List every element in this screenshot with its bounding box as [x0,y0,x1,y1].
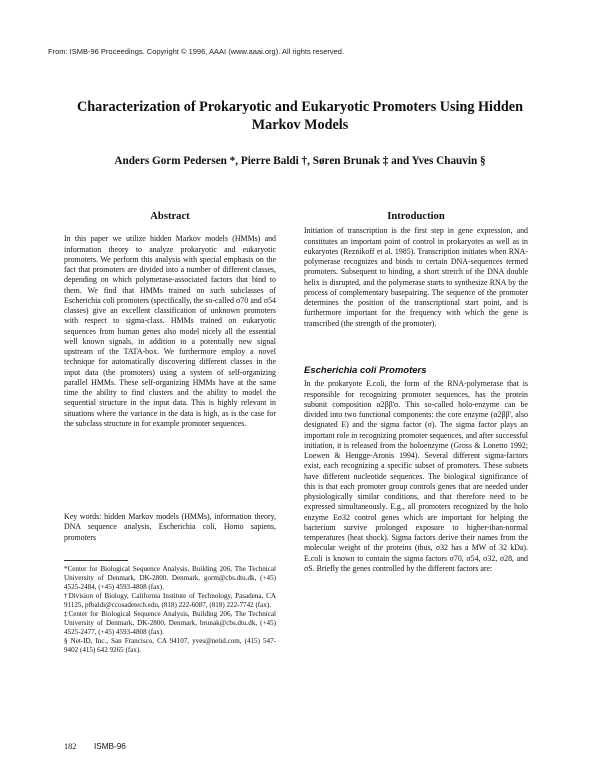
footnotes [64,565,276,655]
abstract-section [64,212,276,429]
page-number: 182 [64,742,77,751]
conference-label: ISMB-96 [94,742,126,751]
abstract-text: In this paper we utilize hidden Markov models (HMMs) and information theory to analyze prokaryotic and eukaryotic promoters. We perform this analysis with special emphasis on the fact that promoters are divided into a number of different classes, depending on which polymerase-associated factors that bind to them. We find that HMMs trained on such subclasses of Escherichia coli promoters (specifically, the so-called σ70 and σ54 classes) give an excellent classification of unknown promoters with respect to sigma-class. HMMs trained on eukaryotic sequences from human genes also model nicely all the essential well known signals, in addition to a potentially new signal upstream of the TATA-box. We furthermore employ a novel technique for automatically discovering different classes in the input data (the promoters) using a system of self-organizing parallel HMMs. These self-organizing HMMs have at the same time the ability to find clusters and the ability to model the sequential structure in the input data. This is highly relevant in situations where the variance in the data is high, as is the case for the subclass structure in for example promoter sequences. [64,234,276,428]
ecoli-text: In the prokaryote E.coli, the form of the RNA-polymerase that is responsible for recognizing promoter sequences, has the protein subunit composition α2ββ'σ. This so-called holo-enzyme can be divided into two functional components: the core enzyme (α2ββ', also designated E) and the sigma factor (σ). The sigma factor plays an important role in recognizing promoter sequences, and after successful initiation, it is released from the holoenzyme (Gross & Lonetto 1992; Loewen & Hengge-Aronis 1994). Several different sigma-factors exist, each recognizing a specific subset of promoters. These subsets have different nucleotide sequences. The biological significance of this is that each promoter group controls genes that are needed under physiologically similar conditions, and that therefore need to be expressed simultaneously. E.g., all promoters recognized by the holo enzyme Eσ32 control genes which are important for helping the bacterium survive prolonged exposure to higher-than-normal temperatures (heat shock). Sigma factors derive their names from the molecular weight of the proteins (thus, σ32 has a MW of 32 kDa). E.coli is known to contain the sigma factors σ70, σ54, σ32, σ28, and σS. Briefly the genes controlled by the different factors are: [304,379,528,573]
footnote-4: § Net-ID, Inc., San Francisco, CA 94107, yves@netid.com, (415) 547-9402 (415) 642 9265 (fax). [64,637,276,654]
footnote-2: †Division of Biology, California Institute of Technology, Pasadena, CA 91125, pfbaldi@ccosadetech.edu, (818) 222-6087, (818) 222-7742 (fax). [64,592,276,609]
introduction-section [304,212,528,329]
introduction-heading: Introduction [387,211,445,222]
paper-title: Characterization of Prokaryotic and Eukaryotic Promoters Using Hidden Markov Models [77,99,523,133]
ecoli-heading: Escherichia coli Promoters [304,365,427,376]
copyright-notice: From: ISMB-96 Proceedings. Copyright © 1996, AAAI (www.aaai.org). All rights reserved. [48,47,345,56]
author-list: Anders Gorm Pedersen *, Pierre Baldi †, Søren Brunak ‡ and Yves Chauvin § [114,155,486,167]
footnote-3: ‡Center for Biological Sequence Analysis, Building 206, The Technical University of Denmark, DK-2800, Denmark, brunak@cbs.dtu.dk, (+45) 4525-2477, (+45) 4593-4808 (fax). [64,610,276,636]
introduction-text: Initiation of transcription is the first step in gene expression, and constitutes an important point of control in prokaryotes as well as in eukaryotes (Reznikoff et al. 1985). Transcription initiates when RNA-polymerase recognizes and binds to certain DNA-sequences termed promoters. Subsequent to binding, a short stretch of the DNA double helix is disrupted, and the polymerase starts to synthesize RNA by the process of complementary basepairing. The sequence of the promoter determines the position of the transcriptional start point, and is furthermore important for the frequency with which the gene is transcribed (the strength of the promoter). [304,226,528,328]
abstract-heading: Abstract [150,211,190,222]
footnote-1: *Center for Biological Sequence Analysis, Building 206, The Technical University of Denmark, DK-2800, Denmark, gorm@cbs.dtu.dk, (+45) 4525-2484, (+45) 4593-4808 (fax). [64,565,276,591]
footnote-divider [64,560,128,561]
keywords: Key words: hidden Markov models (HMMs), information theory, DNA sequence analysis, Escherichia coli, Homo sapiens, promoters [64,512,276,542]
ecoli-section [304,366,528,574]
